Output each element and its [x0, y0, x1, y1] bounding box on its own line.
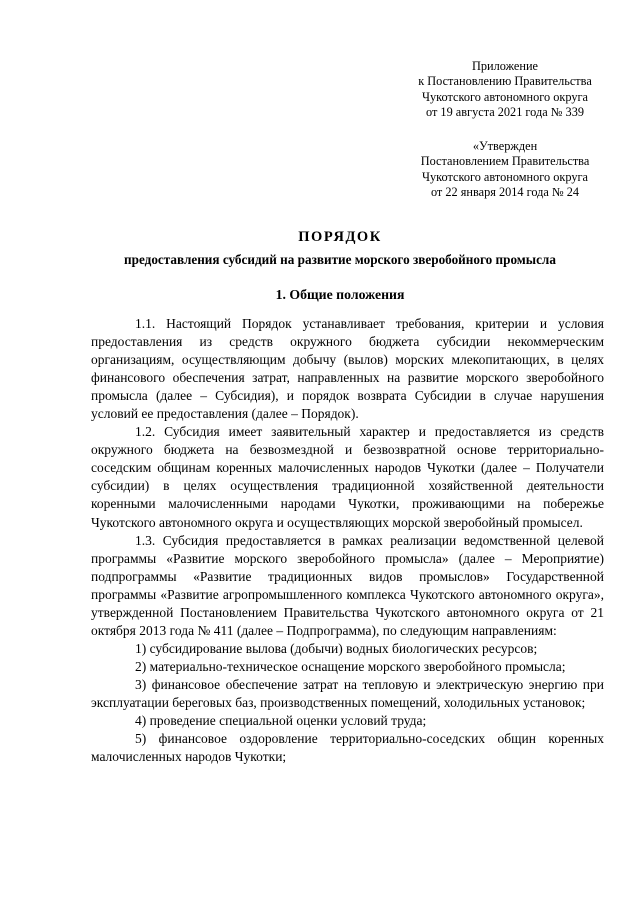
list-item: 1) субсидирование вылова (добычи) водных биологических ресурсов; — [135, 640, 538, 656]
document-subtitle: предоставления субсидий на развитие морского зверобойного промысла — [124, 252, 556, 267]
approved-line: от 22 января 2014 года № 24 — [430, 184, 580, 199]
list-item: 4) проведение специальной оценки условий труда; — [135, 713, 427, 729]
appendix-line: Приложение — [472, 59, 538, 73]
paragraph-1-2: 1.2. Субсидия имеет заявительный характер и предоставляется из средств окружного бюджета на безвозмездной и безвозвратной основе территориально-соседским общинам коренных малочисленных народов Чукотки (далее – Получатели субсидии) в целях осуществления традиционной хозяйственной деятельности коренными малочисленными народами Чукотки, проживающими на побережье Чукотского автономного округа и осуществляющих морской зверобойный промысел. — [91, 424, 604, 530]
section-body — [91, 315, 604, 766]
paragraph-1-1: 1.1. Настоящий Порядок устанавливает требования, критерии и условия предоставления из средств окружного бюджета субсидии некоммерческим организациям, осуществляющим добычу (вылов) морских млекопитающих, в целях финансового обеспечения затрат, направленных на развитие морского зверобойного промысла (далее – Субсидия), и порядок возврата Субсидии в случае нарушения условий ее предоставления (далее – Порядок). — [91, 316, 604, 422]
approved-line: Постановлением Правительства — [420, 154, 590, 169]
appendix-line: Чукотского автономного округа — [422, 89, 588, 104]
section-heading: 1. Общие положения — [275, 287, 405, 302]
list-item: 5) финансовое оздоровление территориально-соседских общин коренных малочисленных народов Чукотки; — [91, 731, 604, 765]
approved-line: Чукотского автономного округа — [422, 169, 588, 184]
list-item: 2) материально-техническое оснащение морского зверобойного промысла; — [135, 658, 566, 674]
approved-block — [390, 139, 620, 200]
appendix-line: к Постановлению Правительства — [418, 74, 592, 89]
approved-line: «Утвержден — [472, 139, 538, 153]
document-title: ПОРЯДОК — [298, 229, 382, 245]
appendix-block — [390, 59, 620, 120]
paragraph-1-3: 1.3. Субсидия предоставляется в рамках реализации ведомственной целевой программы «Развитие морского зверобойного промысла» (далее – Мероприятие) подпрограммы «Развитие традиционных видов промыслов» Государственной программы «Развитие агропромышленного комплекса Чукотского автономного округа», утвержденной Постановлением Правительства Чукотского автономного округа от 21 октября 2013 года № 411 (далее – Подпрограмма), по следующим направлениям: — [91, 532, 604, 638]
appendix-line: от 19 августа 2021 года № 339 — [425, 104, 585, 119]
list-item: 3) финансовое обеспечение затрат на тепловую и электрическую энергию при эксплуатации береговых баз, производственных помещений, холодильных установок; — [91, 676, 604, 710]
